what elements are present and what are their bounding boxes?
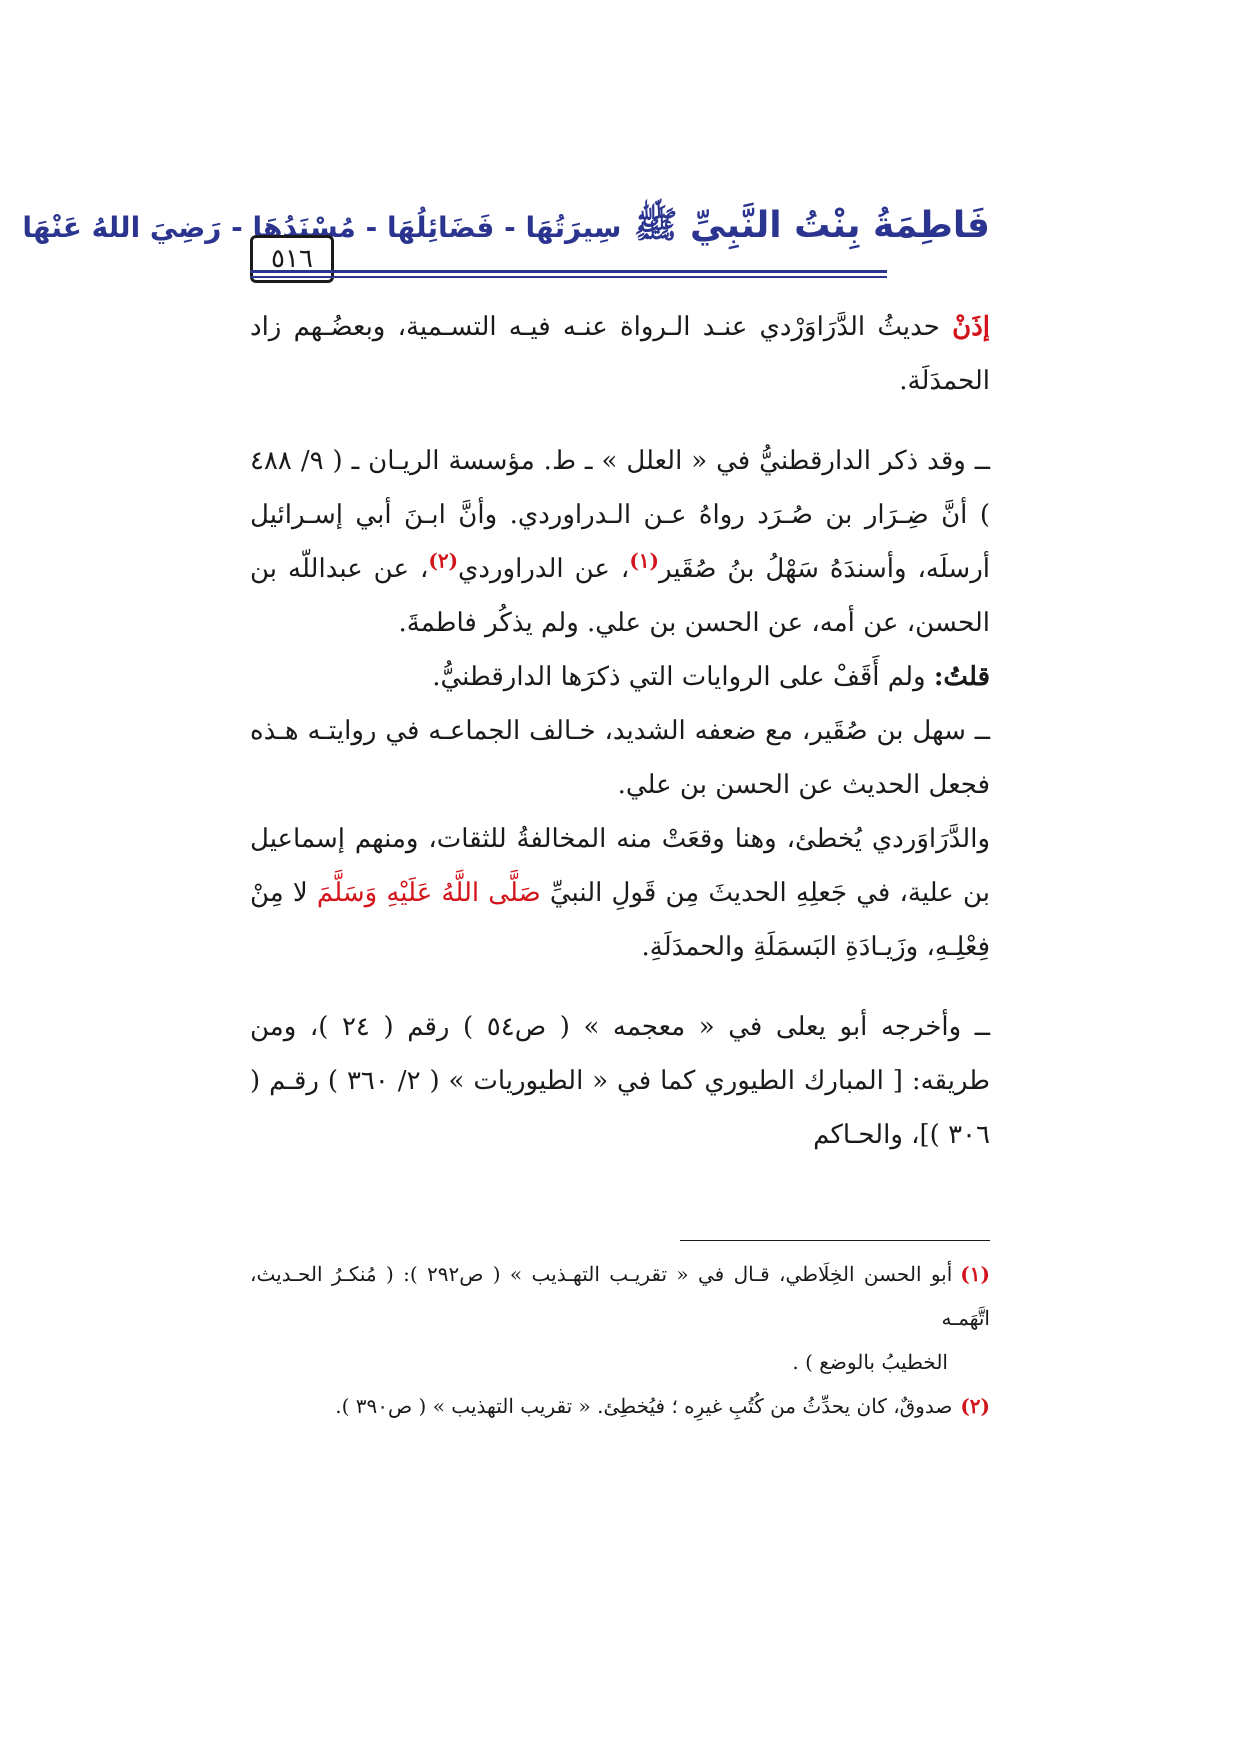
- header-rule-thick: [250, 270, 887, 273]
- book-title: فَاطِمَةُ بِنْتُ النَّبِيِّ ﷺ: [633, 205, 990, 246]
- footnotes: [250, 1252, 990, 1428]
- paragraph-4: ــ سهل بن صُقَير، مع ضعفه الشديد، خـالف الجماعـه في روايتـه هـذه فجعل الحديث عن الحسن بن علي.: [250, 716, 990, 800]
- paragraph-1: [250, 300, 990, 408]
- paragraph-3: [250, 650, 990, 704]
- footnote-number: (٢): [960, 1394, 990, 1418]
- paragraph-text: ، عن الدراوردي: [458, 554, 630, 584]
- footnote-ref-1[interactable]: (١): [629, 548, 659, 573]
- paragraph-text: ، عن عبداللّه بن الحسن، عن أمه، عن الحسن بن علي. ولم يذكُر فاطمةَ.: [250, 554, 990, 638]
- paragraph-text: حديثُ الدَّرَاوَرْدي عنـد الـرواة عنـه فيـه التسـمية، وبعضُـهم زاد الحمدَلَة.: [250, 312, 990, 396]
- footnote-text: أبو الحسن الخِلَاطي، قـال في « تقريـب التهـذيب » ( ص٢٩٢ ): ( مُنكـرُ الحـديث، اتَّهَمـه: [250, 1262, 990, 1330]
- footnote-2: [250, 1384, 990, 1428]
- paragraph-text: ــ وقد ذكر الدارقطنيُّ في « العلل » ـ ط. مؤسسة الريـان ـ ( ٩/ ٤٨٨ ) أنَّ ضِـرَار بن صُـرَد رواهُ عـن الـدراوردي. وأنَّ ابـنَ أبي إسـرائيل أرسلَه، وأسندَهُ سَهْلُ بنُ صُقَير: [250, 446, 990, 584]
- footnote-text: صدوقٌ، كان يحدِّثُ من كُتُبِ غيرِه ؛ فيُخطِئ. « تقريب التهذيب » ( ص٣٩٠ ).: [335, 1394, 953, 1418]
- footnote-1: [250, 1252, 990, 1340]
- footnote-ref-2[interactable]: (٢): [428, 548, 459, 573]
- book-subtitle: سِيرَتُهَا - فَضَائِلُهَا - مُسْنَدُهَا - رَضِيَ اللهُ عَنْهَا: [22, 211, 622, 244]
- main-text: [250, 300, 990, 1162]
- footnote-1-continuation: الخطيبُ بالوضع ) .: [792, 1350, 948, 1374]
- page-number: ٥١٦: [250, 235, 334, 283]
- paragraph-text: والدَّرَاوَردي يُخطئ، وهنا وقعَتْ منه المخالفةُ للثقات، ومنهم إسماعيل بن علية، في جَعلِهِ الحديثَ مِن قَولِ النبيِّ: [250, 824, 990, 908]
- paragraph-2: [250, 434, 990, 650]
- paragraph-text: ولم أَقَفْ على الروايات التي ذكرَها الدارقطنيُّ.: [432, 662, 934, 692]
- paragraph-lead-word: قلتُ:: [933, 662, 990, 692]
- paragraph-6: ــ وأخرجه أبو يعلى في « معجمه » ( ص٥٤ ) رقم ( ٢٤ )، ومن طريقه: [ المبارك الطيوري كما في « الطيوريات » ( ٢/ ٣٦٠ ) رقـم ( ٣٠٦ )]، والحـاكم: [250, 1012, 990, 1150]
- running-title: [22, 195, 990, 257]
- header-rule-thin: [250, 276, 887, 278]
- paragraph-5: [250, 812, 990, 974]
- paragraph-lead-word: إذَنْ: [952, 312, 990, 342]
- paragraph-text: لا مِنْ فِعْلِـهِ، وزَيـادَةِ البَسمَلَةِ والحمدَلَةِ.: [250, 878, 990, 962]
- footnote-number: (١): [960, 1262, 990, 1286]
- honorific-phrase: صَلَّى اللَّهُ عَلَيْهِ وَسَلَّمَ: [316, 878, 541, 908]
- footnote-separator: [680, 1240, 990, 1241]
